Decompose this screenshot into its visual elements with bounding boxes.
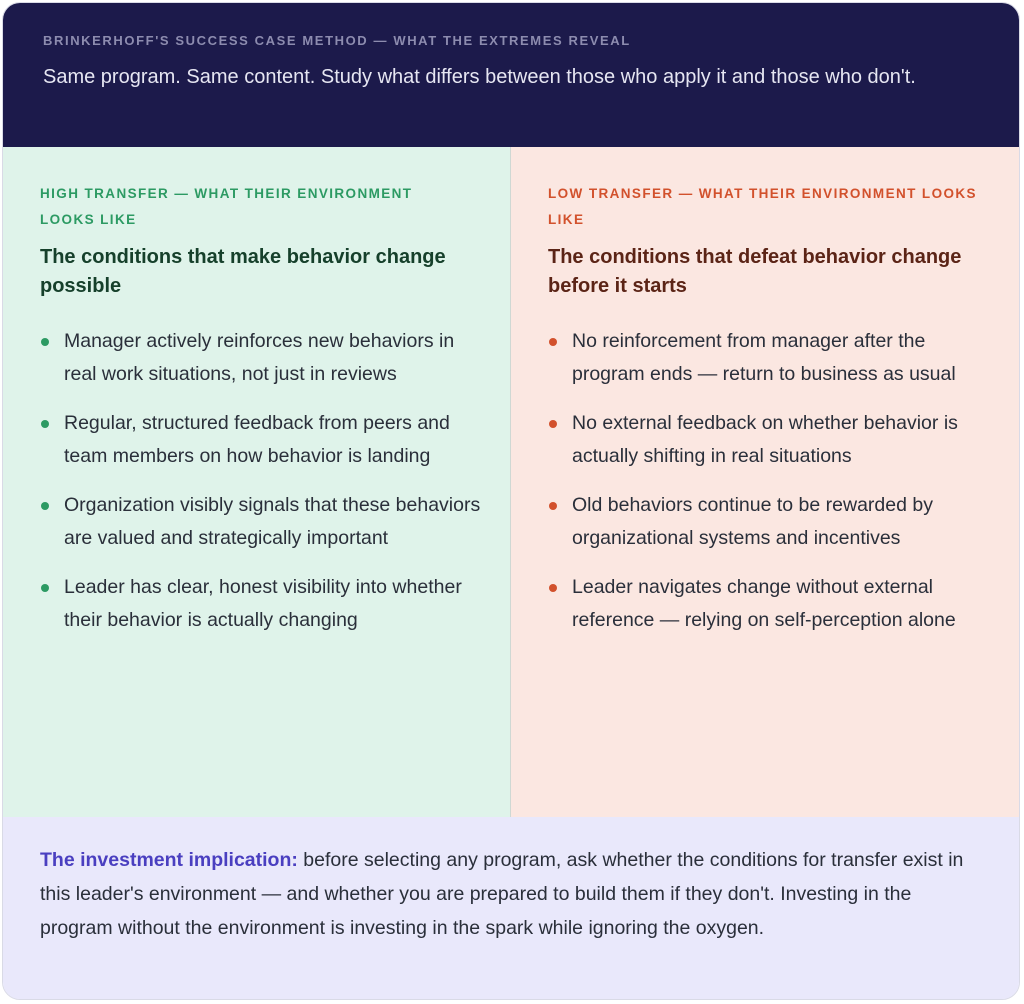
high-transfer-title: The conditions that make behavior change possible bbox=[40, 246, 446, 297]
list-item-text: No reinforcement from manager after the program ends — return to business as usual bbox=[572, 330, 956, 385]
high-transfer-label: HIGH TRANSFER — WHAT THEIR ENVIRONMENT LOOKS LIKE bbox=[40, 186, 413, 227]
header-subtitle: Same program. Same content. Study what differs between those who apply it and those who don't. bbox=[43, 66, 916, 88]
success-case-card bbox=[2, 2, 1020, 1000]
header-banner bbox=[3, 3, 1019, 147]
list-item bbox=[548, 571, 993, 637]
bullet-dot-icon bbox=[549, 338, 557, 346]
bullet-dot-icon bbox=[41, 420, 49, 428]
low-transfer-list bbox=[548, 325, 993, 653]
footer-body: before selecting any program, ask whether the conditions for transfer exist in this leader's environment — and whether you are prepared to build them if they don't. Investing in the program without the environment is investing in the spark while ignoring the oxygen. bbox=[40, 849, 964, 939]
list-item-text: Organization visibly signals that these behaviors are valued and strategically important bbox=[64, 494, 481, 549]
bullet-dot-icon bbox=[41, 502, 49, 510]
low-transfer-column bbox=[511, 147, 1020, 817]
high-transfer-column bbox=[3, 147, 511, 817]
list-item-text: Leader has clear, honest visibility into whether their behavior is actually changing bbox=[64, 576, 462, 631]
bullet-dot-icon bbox=[549, 502, 557, 510]
footer-text-block bbox=[40, 843, 985, 945]
bullet-dot-icon bbox=[549, 584, 557, 592]
list-item bbox=[40, 325, 485, 391]
list-item bbox=[548, 407, 993, 473]
footer-lead: The investment implication: bbox=[40, 849, 298, 871]
list-item-text: Leader navigates change without external reference — relying on self-perception alone bbox=[572, 576, 956, 631]
high-transfer-list bbox=[40, 325, 485, 653]
low-transfer-label: LOW TRANSFER — WHAT THEIR ENVIRONMENT LOOKS LIKE bbox=[548, 186, 977, 227]
investment-implication-footer bbox=[3, 817, 1019, 1000]
list-item-text: Old behaviors continue to be rewarded by organizational systems and incentives bbox=[572, 494, 933, 549]
bullet-dot-icon bbox=[549, 420, 557, 428]
header-eyebrow: BRINKERHOFF'S SUCCESS CASE METHOD — WHAT THE EXTREMES REVEAL bbox=[43, 33, 631, 48]
low-transfer-title: The conditions that defeat behavior change before it starts bbox=[548, 246, 962, 297]
list-item bbox=[40, 489, 485, 555]
list-item bbox=[548, 325, 993, 391]
bullet-dot-icon bbox=[41, 338, 49, 346]
list-item-text: Regular, structured feedback from peers and team members on how behavior is landing bbox=[64, 412, 450, 467]
list-item-text: No external feedback on whether behavior is actually shifting in real situations bbox=[572, 412, 958, 467]
list-item-text: Manager actively reinforces new behaviors in real work situations, not just in reviews bbox=[64, 330, 455, 385]
list-item bbox=[40, 407, 485, 473]
list-item bbox=[548, 489, 993, 555]
list-item bbox=[40, 571, 485, 637]
bullet-dot-icon bbox=[41, 584, 49, 592]
